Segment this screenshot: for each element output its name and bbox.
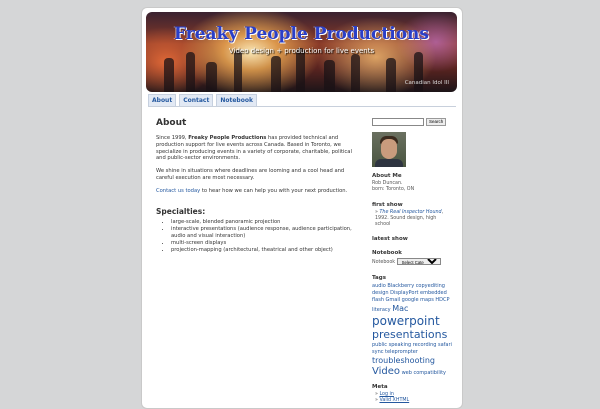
page-title: About [156, 118, 187, 128]
contact-paragraph [156, 188, 356, 195]
crowd-figure [414, 52, 423, 92]
meta-heading: Meta [372, 383, 388, 390]
tag-link[interactable]: audio [372, 283, 386, 289]
tag-link[interactable]: recording [412, 341, 437, 348]
tag-link[interactable]: design [372, 290, 389, 296]
about-born: born: Toronto, ON [372, 187, 415, 192]
first-show-text: , 1992. Sound design, high school [375, 210, 444, 227]
tags-heading: Tags [372, 275, 386, 281]
tab-about[interactable]: About [148, 94, 176, 106]
tag-cloud [372, 283, 452, 378]
tag-link[interactable]: HDCP [435, 297, 450, 303]
search-form [372, 118, 452, 126]
contact-text: to hear how we can help you with your next production. [200, 187, 348, 194]
notebook-label: Notebook [372, 260, 396, 265]
tag-link[interactable]: safari [437, 341, 452, 348]
notebook-row [372, 258, 452, 266]
tag-link[interactable]: powerpoint [372, 314, 440, 328]
crowd-figure [351, 54, 360, 92]
crowd-figure [324, 60, 335, 92]
meta-item-login: » Log in [375, 391, 394, 397]
sidebar [372, 118, 452, 404]
first-show-entry: » The Real Inspector Hound, 1992. Sound design, high school [375, 210, 444, 227]
tag-link[interactable]: copyediting [415, 283, 445, 289]
site-title[interactable]: Freaky People Productions [174, 24, 429, 44]
meta-item-xhtml: » Valid XHTML [375, 397, 410, 403]
shine-paragraph: We shine in situations where deadlines are looming and a cool head and careful execution are most necessary. [156, 168, 345, 181]
intro-paragraph [156, 135, 356, 162]
contact-link[interactable]: Contact us today [156, 187, 201, 194]
search-input[interactable] [372, 118, 424, 126]
tag-link[interactable]: flash [372, 297, 384, 303]
site-description: Video design + production for live events [228, 47, 375, 55]
search-button[interactable]: Search [426, 118, 446, 126]
tag-link[interactable]: embedded [420, 290, 447, 296]
crowd-figure [271, 56, 281, 92]
crowd-figure [164, 58, 174, 92]
tag-link[interactable]: troubleshooting [372, 355, 435, 365]
nav-tabs [148, 94, 260, 106]
avatar-face [381, 139, 397, 159]
tag-link[interactable]: web compatibility [401, 369, 447, 376]
tab-notebook[interactable]: Notebook [216, 94, 257, 106]
notebook-heading: Notebook [372, 250, 402, 256]
tag-link[interactable]: literacy [372, 307, 391, 313]
latest-show-heading: latest show [372, 236, 408, 242]
tag-link[interactable]: DisplayPort [390, 290, 419, 296]
tag-link[interactable]: Mac [392, 304, 409, 313]
tag-link[interactable]: public speaking [372, 341, 412, 348]
crowd-figure [206, 62, 217, 92]
nav-divider [148, 106, 456, 107]
page-container [141, 7, 463, 409]
tag-link[interactable]: google maps [401, 297, 434, 303]
tag-link[interactable]: Video [372, 365, 401, 377]
tag-link[interactable]: sync [372, 348, 384, 355]
tag-link[interactable]: presentations [372, 328, 448, 342]
photo-credit: Canadian Idol III [404, 80, 449, 86]
tag-link[interactable]: Gmail [385, 297, 401, 303]
specialties-heading: Specialties: [156, 206, 206, 216]
crowd-figure [186, 52, 195, 92]
tag-link[interactable]: Blackberry [387, 283, 415, 289]
main-content [156, 118, 356, 253]
company-name: Freaky People Productions [188, 135, 267, 141]
specialty-item: • large-scale, blended panoramic projection [171, 219, 356, 226]
login-link[interactable]: Log in [379, 391, 394, 397]
valid-xhtml-link[interactable]: Valid XHTML [379, 397, 410, 403]
crowd-figure [386, 58, 396, 92]
avatar [372, 132, 406, 167]
first-show-heading: first show [372, 202, 403, 208]
tab-contact[interactable]: Contact [179, 94, 213, 106]
tag-link[interactable]: teleprompter [385, 348, 418, 355]
about-me-heading: About Me [372, 173, 402, 179]
intro-text: Since 1999, [156, 135, 189, 141]
specialty-item: • interactive presentations (audience response, audience participation, audio and visual interaction) [171, 226, 356, 240]
first-show-link[interactable]: The Real Inspector Hound [379, 210, 442, 215]
category-select[interactable] [397, 258, 441, 265]
header-banner [146, 12, 457, 92]
specialties-list [156, 219, 356, 253]
specialty-item: • projection-mapping (architectural, theatrical and other object) [171, 247, 356, 254]
intro-text-rest: has provided technical and production support for live events across Canada. Based in Toronto, we specialize in producing events in a variety of corporate, charitable, political and public-sector environments. [156, 135, 352, 162]
avatar-shirt [375, 159, 403, 167]
about-name: Rob Duncan. [372, 181, 403, 186]
crowd-figure [234, 50, 242, 92]
specialty-item: • multi-screen displays [171, 240, 356, 247]
